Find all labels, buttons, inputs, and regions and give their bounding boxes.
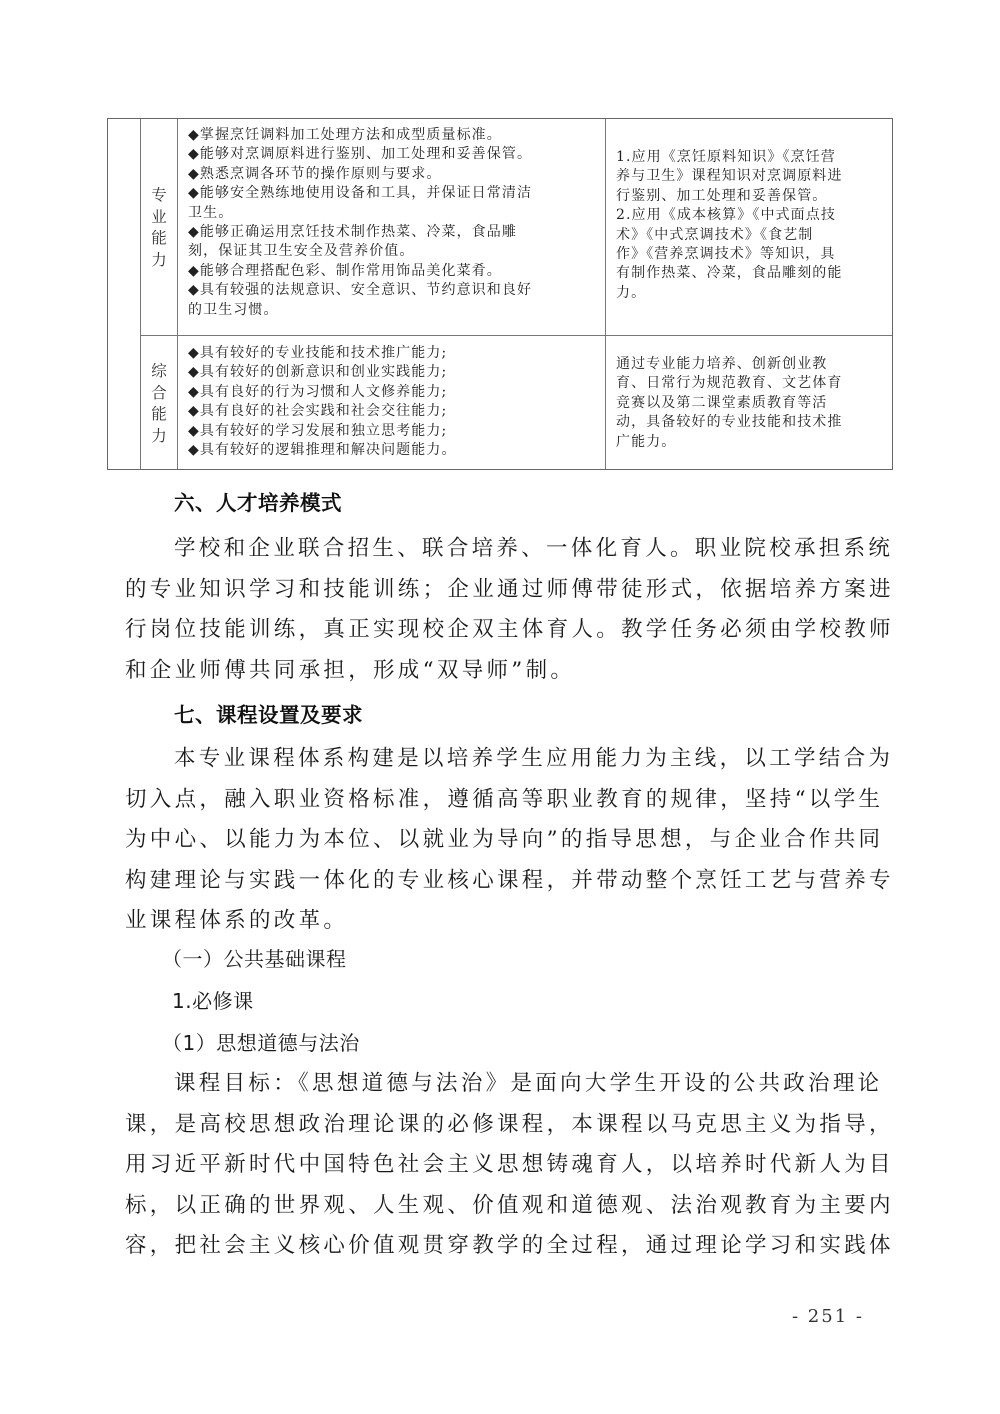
subheading-required-courses: 1.必修课: [172, 989, 254, 1013]
category-char: 业: [151, 207, 167, 226]
table-divider: [177, 119, 178, 469]
paragraph-line: 容，把社会主义核心价值观贯穿教学的全过程，通过理论学习和实践体: [125, 1233, 894, 1258]
requirement-line: ◆具有较好的创新意识和创业实践能力;: [188, 364, 448, 381]
category-char: 力: [151, 426, 167, 445]
paragraph-line: 和企业师傅共同承担，形成“双导师”制。: [125, 657, 576, 683]
section-heading-curriculum: 七、课程设置及要求: [174, 703, 363, 727]
subheading-public-basic-courses: （一）公共基础课程: [162, 947, 347, 971]
approach-line: 通过专业能力培养、创新创业教: [616, 356, 828, 372]
paragraph-line: 的专业知识学习和技能训练；企业通过师傅带徒形式，依据培养方案进: [125, 576, 894, 602]
approach-line: 育、日常行为规范教育、文艺体育: [616, 375, 843, 392]
approach-line: 广能力。: [616, 433, 677, 450]
paragraph-line: 切入点，融入职业资格标准，遵循高等职业教育的规律，坚持“以学生: [125, 786, 884, 812]
approach-line: 动，具备较好的专业技能和技术推: [616, 414, 843, 431]
requirement-line: ◆掌握烹饪调料加工处理方法和成型质量标准。: [188, 127, 502, 143]
category-char: 能: [151, 229, 167, 247]
requirement-line: ◆具有较好的逻辑推理和解决问题能力。: [188, 442, 457, 459]
requirements-cell: [188, 344, 457, 460]
paragraph-line: 标，以正确的世界观、人生观、价值观和道德观、法治观教育为主要内: [125, 1192, 894, 1218]
table-row-divider: [140, 335, 892, 336]
requirement-line: ◆具有较好的学习发展和独立思考能力;: [188, 422, 448, 439]
requirement-line: 的卫生习惯。: [188, 301, 279, 318]
requirement-line: ◆具有较强的法规意识、安全意识、节约意识和良好: [188, 282, 533, 299]
category-char: 力: [151, 250, 167, 269]
approach-line: 术》《中式烹调技术》《食艺制: [616, 226, 814, 243]
approach-line: 1.应用《烹饪原料知识》《烹饪营: [616, 149, 836, 165]
paragraph-line: 课程目标：《思想道德与法治》是面向大学生开设的公共政治理论: [174, 1071, 883, 1096]
requirement-line: ◆能够对烹调原料进行鉴别、加工处理和妥善保管。: [188, 146, 533, 163]
requirement-line: ◆具有良好的社会实践和社会交往能力;: [188, 403, 448, 420]
paragraph-line: 为中心、以能力为本位、以就业为导向”的指导思想，与企业合作共同: [125, 827, 884, 852]
requirements-cell: [188, 126, 532, 320]
table-divider: [605, 119, 606, 469]
approach-line: 行鉴别、加工处理和妥善保管。: [616, 187, 828, 204]
category-professional-ability: [141, 185, 177, 271]
approach-line: 有制作热菜、冷菜，食品雕刻的能: [616, 265, 843, 282]
paragraph-line: 本专业课程体系构建是以培养学生应用能力为主线，以工学结合为: [174, 746, 894, 771]
approach-line: 养与卫生》课程知识对烹调原料进: [616, 168, 843, 185]
requirement-line: ◆能够正确运用烹饪技术制作热菜、冷菜，食品雕: [188, 224, 517, 241]
paragraph-line: 学校和企业联合招生、联合培养、一体化育人。职业院校承担系统: [174, 536, 894, 561]
requirement-line: ◆熟悉烹调各环节的操作原则与要求。: [188, 165, 442, 182]
paragraph-line: 构建理论与实践一体化的专业核心课程，并带动整个烹饪工艺与营养专: [125, 867, 894, 893]
approach-line: 力。: [616, 284, 647, 301]
approach-cell: [616, 148, 843, 303]
category-char: 能: [151, 405, 167, 423]
page-number: - 251 -: [792, 1306, 864, 1327]
competency-table: [107, 118, 893, 470]
approach-cell: [616, 355, 843, 452]
section7-paragraph: [125, 739, 894, 942]
requirement-line: ◆能够合理搭配色彩、制作常用饰品美化菜肴。: [188, 262, 502, 279]
approach-line: 竞赛以及第二课堂素质教育等活: [616, 394, 828, 411]
category-char: 专: [151, 186, 167, 204]
paragraph-line: 用习近平新时代中国特色社会主义思想铸魂育人，以培养时代新人为目: [125, 1152, 894, 1177]
section6-paragraph: [125, 529, 894, 691]
section-heading-talent-training-mode: 六、人才培养模式: [174, 491, 342, 515]
approach-line: 2.应用《成本核算》《中式面点技: [616, 207, 836, 224]
paragraph-line: 行岗位技能训练，真正实现校企双主体育人。教学任务必须由学校教师: [125, 617, 894, 642]
paragraph-line: 课，是高校思想政治理论课的必修课程，本课程以马克思主义为指导，: [125, 1111, 894, 1137]
requirement-line: 刻，保证其卫生安全及营养价值。: [188, 243, 415, 260]
category-char: 综: [151, 362, 167, 380]
paragraph-line: 业课程体系的改革。: [125, 908, 349, 933]
subheading-ideology-morality-law: （1）思想道德与法治: [162, 1031, 360, 1055]
category-comprehensive-ability: [141, 361, 177, 447]
category-char: 合: [151, 383, 167, 402]
requirement-line: ◆具有良好的行为习惯和人文修养能力;: [188, 383, 448, 400]
requirement-line: ◆具有较好的专业技能和技术推广能力;: [188, 345, 448, 361]
course-goal-paragraph: [125, 1064, 894, 1267]
approach-line: 作》《营养烹调技术》等知识，具: [616, 246, 836, 263]
requirement-line: 卫生。: [188, 204, 234, 221]
requirement-line: ◆能够安全熟练地使用设备和工具，并保证日常清洁: [188, 185, 533, 202]
